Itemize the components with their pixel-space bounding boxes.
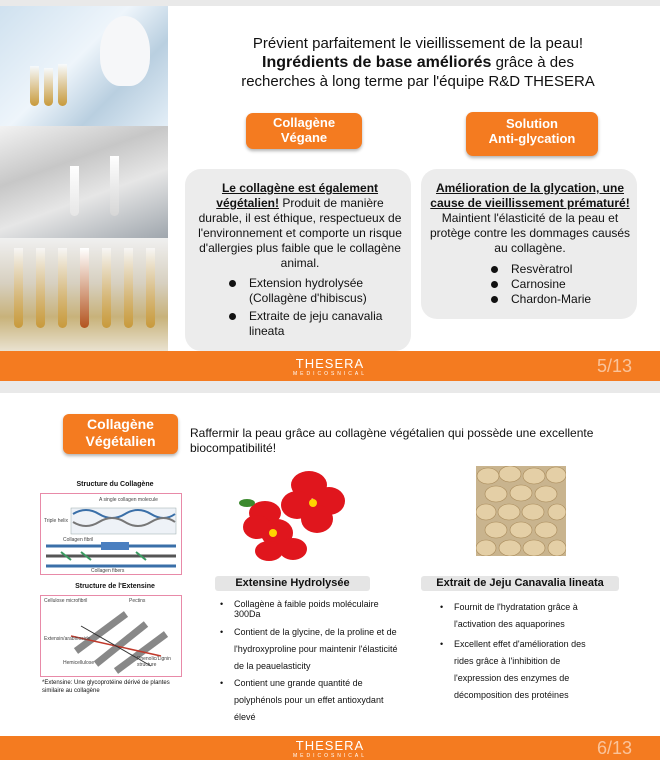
badge-right-line2: Anti-glycation [488, 131, 576, 146]
slide-5 [0, 6, 660, 381]
list-item: Extraite de jeju canavalia lineata [223, 309, 398, 339]
col-right-list [436, 599, 606, 704]
badge-vegan-collagen [246, 113, 362, 149]
card-right-heading: Amélioration de la glycation, une cause de vieillissement prématuré! [430, 181, 630, 210]
page-number: 6/13 [596, 738, 632, 758]
vbadge-line2: Végétalien [85, 433, 156, 449]
badge-anti-glycation [466, 112, 598, 156]
structure-extensine-title: Structure de l'Extensine [75, 583, 155, 590]
slide-6 [0, 393, 660, 760]
diagram1-label: Collagen fibers [91, 568, 125, 574]
list-item: • Contient de la glycine, de la proline et de l'hydroxyproline pour maintenir l'élasticité de la peauelasticity [216, 624, 401, 675]
card-left-bullets [223, 276, 398, 339]
card-left-text [197, 181, 403, 271]
card-anti-glycation [421, 169, 637, 319]
brand-sub: MEDICOSNICAL [292, 753, 368, 759]
hibiscus-image [237, 463, 349, 563]
diagram2-label: Extensin/arabinoside [44, 636, 91, 642]
badge-left-line1: Collagène [272, 115, 336, 130]
card-right-bullets [485, 262, 625, 307]
slide-subtitle: Raffermir la peau grâce au collagène végétalien qui possède une excellente biocompatibilité! [190, 426, 594, 455]
list-item: Resvèratrol [485, 262, 625, 277]
collagen-diagram-graphic [41, 494, 181, 574]
card-left-body: Produit de manière durable, il est éthique, respectueux de l'environnement et comporte un risque d'allergies plus faible que le collagène animal. [198, 196, 402, 270]
card-right-body: Maintient l'élasticité de la peau et protège contre les dommages causés au collagène. [429, 211, 631, 255]
list-item: • Excellent effet d'amélioration des rides grâce à l'inhibition de l'expression des enzymes de décomposition des protéines [436, 636, 606, 704]
slide-footer [0, 351, 660, 381]
col-mid-list [216, 599, 401, 726]
list-item: • Fournit de l'hydratation grâce à l'activation des aquaporines [436, 599, 606, 633]
card-vegan-collagen [185, 169, 411, 351]
diagram2-label: Pectins [129, 598, 146, 604]
badge-vegetal-collagen [63, 414, 178, 454]
card-right-text [427, 181, 633, 256]
card-left-heading: Le collagène est également végétalien! [216, 181, 379, 210]
brand-logo [282, 357, 378, 377]
lab-photo-pipette [0, 126, 168, 238]
collagen-structure-diagram [40, 493, 182, 575]
list-item: Carnosine [485, 277, 625, 292]
badge-left-line2: Végane [280, 130, 328, 145]
lab-photo-scientist [0, 6, 168, 126]
page-number: 5/13 [596, 356, 632, 376]
title-bold: Ingrédients de base améliorés [262, 54, 492, 71]
slide-title [176, 34, 660, 91]
title-rest: grâce à des [491, 54, 574, 71]
slide-footer [0, 736, 660, 760]
beans-image [476, 466, 566, 556]
list-item: • Collagène à faible poids moléculaire 300Da [216, 599, 401, 619]
beans-graphic [476, 466, 566, 556]
diagram2-label: Phenolic/Lignin structure [137, 656, 171, 668]
brand-sub: MEDICOSNICAL [292, 371, 368, 377]
title-line-2 [176, 53, 660, 72]
diagram1-label: Collagen fibril [63, 537, 94, 543]
structure-collagen-title: Structure du Collagène [76, 481, 154, 488]
lab-photo-collage [0, 6, 168, 351]
vbadge-line1: Collagène [87, 416, 154, 432]
col-mid-heading: Extensine Hydrolysée [215, 576, 370, 591]
extensine-footnote: *Extensine: Une glycoprotéine dérivé de plantes similaire au collagène [42, 680, 170, 694]
diagram1-label: A single collagen molecule [99, 497, 158, 503]
diagram2-label: Cellulose microfibril [44, 598, 88, 604]
diagram2-label: Hemicellulose [63, 660, 95, 666]
col-right-heading: Extrait de Jeju Canavalia lineata [421, 576, 619, 591]
lab-photo-test-tubes [0, 238, 168, 351]
extensine-structure-diagram [40, 595, 182, 677]
list-item: • Contient une grande quantité de polyphénols pour un effet antioxydant élevé [216, 675, 401, 726]
list-item: Extension hydrolysée (Collagène d'hibiscus) [223, 276, 398, 306]
hibiscus-graphic [237, 463, 349, 563]
brand-name: THESERA [295, 356, 365, 371]
title-line-3: recherches à long terme par l'équipe R&D THESERA [241, 73, 595, 90]
list-item: Chardon-Marie [485, 292, 625, 307]
diagram1-label: Triple helix [44, 518, 68, 524]
brand-logo [282, 739, 378, 759]
title-line-1: Prévient parfaitement le vieillissement de la peau! [252, 35, 584, 52]
brand-name: THESERA [295, 738, 365, 753]
badge-right-line1: Solution [506, 116, 558, 131]
